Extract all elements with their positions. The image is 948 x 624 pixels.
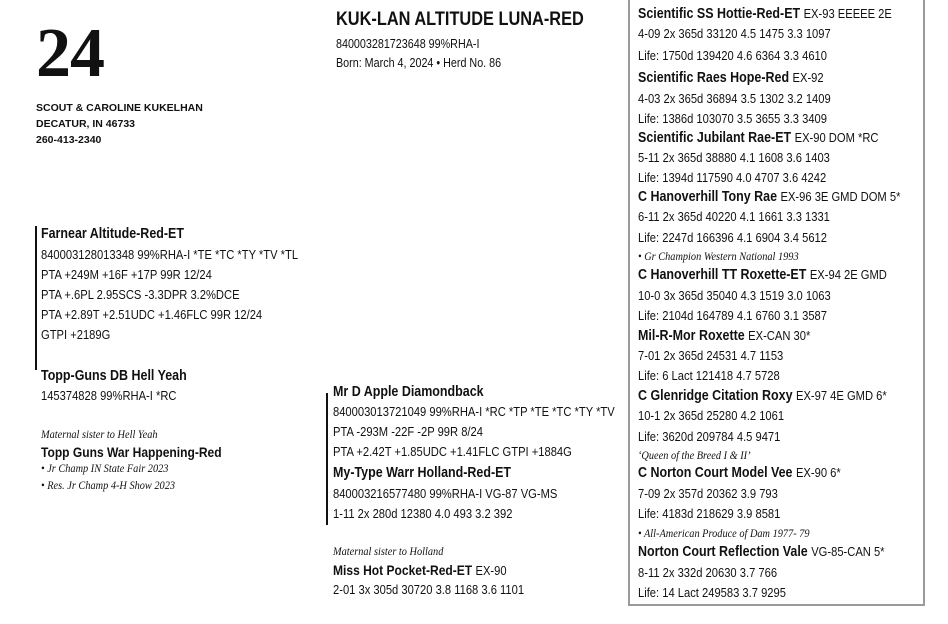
pedigree-name-line	[638, 386, 887, 406]
dam-sister-honor: • Jr Champ IN State Fair 2023	[41, 461, 169, 475]
animal-name: KUK-LAN ALTITUDE LUNA-RED	[336, 9, 584, 30]
pedigree-score: EX-CAN 30*	[748, 328, 811, 343]
pedigree-name-line	[638, 187, 900, 207]
pedigree-lifetime: Life: 1750d 139420 4.6 6364 3.3 4610	[638, 48, 827, 63]
mgd-line: 1-11 2x 280d 12380 4.0 493 3.2 392	[333, 506, 513, 521]
sire-line: GTPI +2189G	[41, 327, 111, 342]
mgs-line: PTA +2.42T +1.85UDC +1.41FLC GTPI +1884G	[333, 444, 572, 459]
mgd-sister-note: Maternal sister to Holland	[333, 544, 444, 558]
pedigree-record: 6-11 2x 365d 40220 4.1 1661 3.3 1331	[638, 209, 830, 224]
pedigree-note: ‘Queen of the Breed I & II’	[638, 448, 751, 462]
sire-bracket	[35, 226, 37, 370]
pedigree-record: 4-03 2x 365d 36894 3.5 1302 3.2 1409	[638, 91, 831, 106]
pedigree-name: Scientific Jubilant Rae-ET	[638, 130, 792, 146]
mgs-line: PTA -293M -22F -2P 99R 8/24	[333, 424, 483, 439]
pedigree-note: • Gr Champion Western National 1993	[638, 249, 799, 263]
mgd-sister-record: 2-01 3x 305d 30720 3.8 1168 3.6 1101	[333, 582, 525, 597]
dam-sister-note: Maternal sister to Hell Yeah	[41, 427, 158, 441]
lot-number: 24	[36, 15, 104, 92]
pedigree-score: EX-93 EEEEE 2E	[803, 6, 892, 21]
pedigree-record: 8-11 2x 332d 20630 3.7 766	[638, 565, 778, 580]
mgs-name: Mr D Apple Diamondback	[333, 384, 484, 400]
pedigree-score: EX-90 6*	[795, 465, 841, 480]
mgd-sister-score: EX-90	[475, 563, 507, 578]
pedigree-name-line	[638, 265, 887, 285]
mgd-sister-name: Miss Hot Pocket-Red-ET	[333, 562, 473, 578]
pedigree-lifetime: Life: 4183d 218629 3.9 8581	[638, 506, 781, 521]
pedigree-name: C Norton Court Model Vee	[638, 465, 793, 481]
dam-name: Topp-Guns DB Hell Yeah	[41, 368, 187, 384]
pedigree-score: EX-97 4E GMD 6*	[795, 388, 887, 403]
consignor-city: DECATUR, IN 46733	[36, 118, 136, 130]
pedigree-name: Scientific Raes Hope-Red	[638, 70, 790, 86]
pedigree-lifetime: Life: 1386d 103070 3.5 3655 3.3 3409	[638, 111, 827, 126]
pedigree-record: 5-11 2x 365d 38880 4.1 1608 3.6 1403	[638, 150, 830, 165]
pedigree-lifetime: Life: 3620d 209784 4.5 9471	[638, 429, 781, 444]
mgs-line: 840003013721049 99%RHA-I *RC *TP *TE *TC *TY *TV	[333, 404, 615, 419]
pedigree-name: Mil-R-Mor Roxette	[638, 328, 745, 344]
sire-line: 840003128013348 99%RHA-I *TE *TC *TY *TV *TL	[41, 247, 299, 262]
pedigree-lifetime: Life: 14 Lact 249583 3.7 9295	[638, 585, 786, 600]
pedigree-lifetime: Life: 6 Lact 121418 4.7 5728	[638, 368, 780, 383]
pedigree-record: 10-1 2x 365d 25280 4.2 1061	[638, 408, 785, 423]
mgd-sister-name-line	[333, 560, 507, 580]
pedigree-score: VG-85-CAN 5*	[811, 544, 885, 559]
pedigree-record: 7-01 2x 365d 24531 4.7 1153	[638, 348, 784, 363]
pedigree-record: 10-0 3x 365d 35040 4.3 1519 3.0 1063	[638, 288, 831, 303]
pedigree-score: EX-96 3E GMD DOM 5*	[780, 189, 901, 204]
sire-name: Farnear Altitude-Red-ET	[41, 226, 184, 242]
pedigree-lifetime: Life: 2247d 166396 4.1 6904 3.4 5612	[638, 230, 827, 245]
pedigree-score: EX-90 DOM *RC	[794, 130, 879, 145]
pedigree-name-line	[638, 326, 810, 346]
pedigree-name: Norton Court Reflection Vale	[638, 544, 808, 560]
pedigree-name-line	[638, 128, 878, 148]
pedigree-score: EX-94 2E GMD	[809, 267, 887, 282]
pedigree-name: Scientific SS Hottie-Red-ET	[638, 6, 801, 22]
pedigree-record: 7-09 2x 357d 20362 3.9 793	[638, 486, 778, 501]
animal-born-line: Born: March 4, 2024 • Herd No. 86	[336, 56, 502, 70]
consignor-name: SCOUT & CAROLINE KUKELHAN	[36, 102, 203, 114]
pedigree-name: C Hanoverhill Tony Rae	[638, 189, 778, 205]
sire-line: PTA +249M +16F +17P 99R 12/24	[41, 267, 212, 282]
mgd-name: My-Type Warr Holland-Red-ET	[333, 465, 512, 481]
consignor-block	[36, 100, 203, 148]
pedigree-score: EX-92	[792, 70, 824, 85]
mgd-line: 840003216577480 99%RHA-I VG-87 VG-MS	[333, 486, 558, 501]
pedigree-name: C Glenridge Citation Roxy	[638, 388, 793, 404]
pedigree-name-line	[638, 4, 892, 24]
pedigree-name: C Hanoverhill TT Roxette-ET	[638, 267, 807, 283]
pedigree-name-line	[638, 542, 885, 562]
pedigree-name-line	[638, 463, 841, 483]
pedigree-lifetime: Life: 1394d 117590 4.0 4707 3.6 4242	[638, 170, 827, 185]
dam-sister-name: Topp Guns War Happening-Red	[41, 444, 222, 460]
sire-line: PTA +2.89T +2.51UDC +1.46FLC 99R 12/24	[41, 307, 263, 322]
dam-sister-honor: • Res. Jr Champ 4-H Show 2023	[41, 478, 176, 492]
sire-line: PTA +.6PL 2.95SCS -3.3DPR 3.2%DCE	[41, 287, 240, 302]
mgs-bracket	[326, 393, 328, 525]
pedigree-lifetime: Life: 2104d 164789 4.1 6760 3.1 3587	[638, 308, 827, 323]
dam-id-line: 145374828 99%RHA-I *RC	[41, 388, 177, 403]
pedigree-name-line	[638, 68, 824, 88]
pedigree-record: 4-09 2x 365d 33120 4.5 1475 3.3 1097	[638, 26, 831, 41]
pedigree-note: • All-American Produce of Dam 1977- 79	[638, 526, 810, 540]
animal-id-line: 840003281723648 99%RHA-I	[336, 37, 480, 51]
consignor-phone: 260-413-2340	[36, 134, 102, 146]
